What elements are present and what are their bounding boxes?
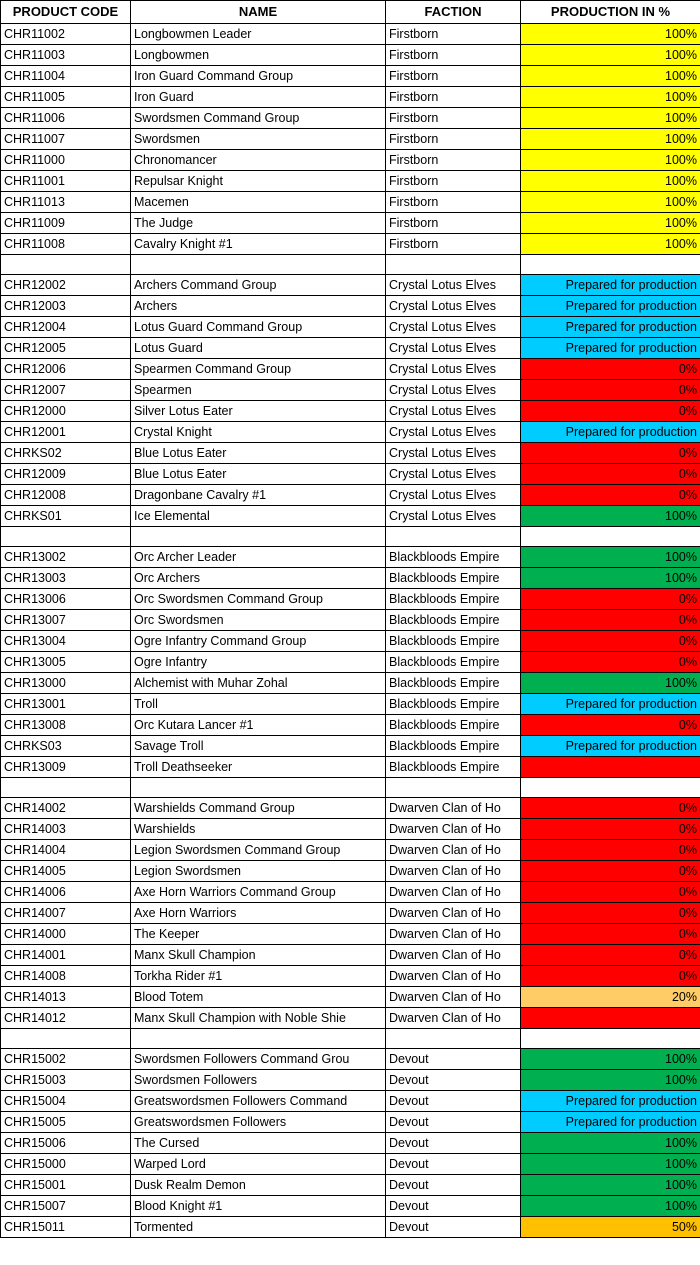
cell-faction[interactable]: Devout — [386, 1196, 521, 1217]
table-row[interactable] — [1, 1175, 700, 1196]
empty-cell — [521, 255, 700, 275]
table-row[interactable] — [1, 150, 700, 171]
table-header-row — [1, 1, 700, 24]
cell-faction[interactable]: Dwarven Clan of Ho — [386, 945, 521, 966]
cell-name[interactable]: Warped Lord — [131, 1154, 386, 1175]
cell-name[interactable]: Manx Skull Champion — [131, 945, 386, 966]
cell-production-status[interactable]: 100% — [521, 1133, 700, 1154]
cell-production-status[interactable]: 0% — [521, 798, 700, 819]
cell-product-code[interactable]: CHR13008 — [1, 715, 131, 736]
empty-cell — [521, 778, 700, 798]
cell-product-code[interactable]: CHR12001 — [1, 422, 131, 443]
table-row[interactable] — [1, 1196, 700, 1217]
cell-name[interactable]: Blood Knight #1 — [131, 1196, 386, 1217]
table-spacer-row — [1, 255, 700, 275]
cell-faction[interactable]: Crystal Lotus Elves — [386, 506, 521, 527]
cell-production-status[interactable]: 100% — [521, 547, 700, 568]
table-row[interactable] — [1, 987, 700, 1008]
table-row[interactable] — [1, 401, 700, 422]
cell-product-code[interactable]: CHRKS03 — [1, 736, 131, 757]
cell-production-status[interactable]: 0% — [521, 966, 700, 987]
cell-name[interactable]: Legion Swordsmen Command Group — [131, 840, 386, 861]
cell-name[interactable]: The Judge — [131, 213, 386, 234]
table-row[interactable] — [1, 192, 700, 213]
cell-faction[interactable]: Firstborn — [386, 24, 521, 45]
cell-production-status[interactable]: 0% — [521, 945, 700, 966]
table-row[interactable] — [1, 819, 700, 840]
cell-faction[interactable]: Devout — [386, 1133, 521, 1154]
cell-faction[interactable]: Firstborn — [386, 45, 521, 66]
cell-product-code[interactable]: CHR13003 — [1, 568, 131, 589]
cell-product-code[interactable]: CHR14000 — [1, 924, 131, 945]
cell-product-code[interactable]: CHR11006 — [1, 108, 131, 129]
table-row[interactable] — [1, 861, 700, 882]
cell-production-status[interactable]: 100% — [521, 1049, 700, 1070]
cell-production-status[interactable]: 100% — [521, 129, 700, 150]
cell-faction[interactable]: Crystal Lotus Elves — [386, 443, 521, 464]
cell-production-status[interactable]: Prepared for production — [521, 275, 700, 296]
cell-production-status[interactable]: 0% — [521, 903, 700, 924]
cell-name[interactable]: Axe Horn Warriors Command Group — [131, 882, 386, 903]
cell-faction[interactable]: Crystal Lotus Elves — [386, 275, 521, 296]
cell-product-code[interactable]: CHR11002 — [1, 24, 131, 45]
cell-name[interactable]: Warshields — [131, 819, 386, 840]
table-row[interactable] — [1, 45, 700, 66]
table-row[interactable] — [1, 757, 700, 778]
cell-name[interactable]: Orc Swordsmen Command Group — [131, 589, 386, 610]
table-row[interactable] — [1, 1154, 700, 1175]
empty-cell — [521, 527, 700, 547]
cell-faction[interactable]: Crystal Lotus Elves — [386, 401, 521, 422]
cell-name[interactable]: Orc Archer Leader — [131, 547, 386, 568]
cell-faction[interactable]: Crystal Lotus Elves — [386, 464, 521, 485]
cell-product-code[interactable]: CHR14005 — [1, 861, 131, 882]
cell-name[interactable]: Ice Elemental — [131, 506, 386, 527]
cell-faction[interactable]: Crystal Lotus Elves — [386, 359, 521, 380]
cell-product-code[interactable]: CHR13007 — [1, 610, 131, 631]
table-row[interactable] — [1, 129, 700, 150]
cell-product-code[interactable]: CHR15006 — [1, 1133, 131, 1154]
cell-product-code[interactable]: CHR13009 — [1, 757, 131, 778]
cell-name[interactable]: Orc Swordsmen — [131, 610, 386, 631]
cell-name[interactable]: Silver Lotus Eater — [131, 401, 386, 422]
cell-production-status[interactable]: Prepared for production — [521, 1112, 700, 1133]
cell-product-code[interactable]: CHR11004 — [1, 66, 131, 87]
cell-faction[interactable]: Dwarven Clan of Ho — [386, 819, 521, 840]
cell-name[interactable]: Ogre Infantry Command Group — [131, 631, 386, 652]
cell-production-status[interactable] — [521, 1008, 700, 1029]
cell-production-status[interactable]: 100% — [521, 1175, 700, 1196]
table-row[interactable] — [1, 945, 700, 966]
cell-faction[interactable]: Blackbloods Empire — [386, 547, 521, 568]
cell-faction[interactable]: Crystal Lotus Elves — [386, 422, 521, 443]
cell-name[interactable]: Savage Troll — [131, 736, 386, 757]
cell-product-code[interactable]: CHR12003 — [1, 296, 131, 317]
table-row[interactable] — [1, 673, 700, 694]
cell-faction[interactable]: Crystal Lotus Elves — [386, 317, 521, 338]
table-row[interactable] — [1, 338, 700, 359]
cell-faction[interactable]: Blackbloods Empire — [386, 757, 521, 778]
cell-production-status[interactable]: 0% — [521, 631, 700, 652]
cell-product-code[interactable]: CHR14006 — [1, 882, 131, 903]
cell-product-code[interactable]: CHR12002 — [1, 275, 131, 296]
table-row[interactable] — [1, 296, 700, 317]
table-row[interactable] — [1, 610, 700, 631]
cell-faction[interactable]: Devout — [386, 1154, 521, 1175]
cell-faction[interactable]: Dwarven Clan of Ho — [386, 882, 521, 903]
cell-production-status[interactable]: 0% — [521, 715, 700, 736]
cell-production-status[interactable]: 0% — [521, 464, 700, 485]
table-row[interactable] — [1, 1049, 700, 1070]
cell-faction[interactable]: Crystal Lotus Elves — [386, 296, 521, 317]
cell-name[interactable]: Crystal Knight — [131, 422, 386, 443]
cell-product-code[interactable]: CHR12006 — [1, 359, 131, 380]
empty-cell — [1, 527, 131, 547]
cell-faction[interactable]: Dwarven Clan of Ho — [386, 861, 521, 882]
table-row[interactable] — [1, 1217, 700, 1238]
cell-name[interactable]: Orc Archers — [131, 568, 386, 589]
table-row[interactable] — [1, 213, 700, 234]
table-row[interactable] — [1, 108, 700, 129]
cell-name[interactable]: Tormented — [131, 1217, 386, 1238]
cell-product-code[interactable]: CHR15007 — [1, 1196, 131, 1217]
cell-production-status[interactable]: 100% — [521, 24, 700, 45]
cell-production-status[interactable]: 0% — [521, 589, 700, 610]
cell-faction[interactable]: Devout — [386, 1175, 521, 1196]
table-row[interactable] — [1, 715, 700, 736]
cell-production-status[interactable]: 0% — [521, 610, 700, 631]
cell-production-status[interactable]: 100% — [521, 506, 700, 527]
table-row[interactable] — [1, 66, 700, 87]
table-row[interactable] — [1, 736, 700, 757]
cell-faction[interactable]: Crystal Lotus Elves — [386, 338, 521, 359]
cell-faction[interactable]: Dwarven Clan of Ho — [386, 798, 521, 819]
cell-name[interactable]: Swordsmen Followers Command Grou — [131, 1049, 386, 1070]
empty-cell — [386, 778, 521, 798]
empty-cell — [131, 1029, 386, 1049]
cell-production-status[interactable]: 100% — [521, 1070, 700, 1091]
cell-production-status[interactable]: 100% — [521, 673, 700, 694]
cell-product-code[interactable]: CHR13000 — [1, 673, 131, 694]
column-header-product-code: PRODUCT CODE — [1, 1, 131, 24]
cell-product-code[interactable]: CHR11008 — [1, 234, 131, 255]
cell-name[interactable]: Torkha Rider #1 — [131, 966, 386, 987]
empty-cell — [131, 527, 386, 547]
cell-product-code[interactable]: CHR14012 — [1, 1008, 131, 1029]
cell-faction[interactable]: Firstborn — [386, 192, 521, 213]
cell-production-status[interactable]: 0% — [521, 359, 700, 380]
empty-cell — [521, 1029, 700, 1049]
cell-faction[interactable]: Dwarven Clan of Ho — [386, 903, 521, 924]
cell-product-code[interactable]: CHR12000 — [1, 401, 131, 422]
table-row[interactable] — [1, 840, 700, 861]
cell-name[interactable]: Macemen — [131, 192, 386, 213]
table-row[interactable] — [1, 798, 700, 819]
cell-faction[interactable]: Blackbloods Empire — [386, 652, 521, 673]
table-row[interactable] — [1, 422, 700, 443]
cell-faction[interactable]: Blackbloods Empire — [386, 736, 521, 757]
table-spacer-row — [1, 527, 700, 547]
cell-faction[interactable]: Firstborn — [386, 87, 521, 108]
cell-name[interactable]: Blue Lotus Eater — [131, 464, 386, 485]
cell-name[interactable]: Manx Skull Champion with Noble Shie — [131, 1008, 386, 1029]
cell-product-code[interactable]: CHR11013 — [1, 192, 131, 213]
empty-cell — [131, 778, 386, 798]
cell-product-code[interactable]: CHR11003 — [1, 45, 131, 66]
cell-name[interactable]: Iron Guard — [131, 87, 386, 108]
cell-faction[interactable]: Firstborn — [386, 150, 521, 171]
cell-name[interactable]: Spearmen Command Group — [131, 359, 386, 380]
cell-production-status[interactable]: 100% — [521, 192, 700, 213]
cell-product-code[interactable]: CHR15000 — [1, 1154, 131, 1175]
cell-product-code[interactable]: CHR12005 — [1, 338, 131, 359]
cell-product-code[interactable]: CHR13001 — [1, 694, 131, 715]
table-row[interactable] — [1, 359, 700, 380]
cell-product-code[interactable]: CHR15002 — [1, 1049, 131, 1070]
cell-production-status[interactable]: 0% — [521, 652, 700, 673]
cell-faction[interactable]: Dwarven Clan of Ho — [386, 840, 521, 861]
cell-product-code[interactable]: CHR13005 — [1, 652, 131, 673]
cell-product-code[interactable]: CHR11005 — [1, 87, 131, 108]
cell-product-code[interactable]: CHR14001 — [1, 945, 131, 966]
table-row[interactable] — [1, 547, 700, 568]
cell-production-status[interactable]: 0% — [521, 401, 700, 422]
cell-product-code[interactable]: CHR12007 — [1, 380, 131, 401]
cell-production-status[interactable]: 100% — [521, 45, 700, 66]
cell-production-status[interactable]: 100% — [521, 568, 700, 589]
cell-name[interactable]: Warshields Command Group — [131, 798, 386, 819]
cell-faction[interactable]: Firstborn — [386, 129, 521, 150]
cell-product-code[interactable]: CHR14007 — [1, 903, 131, 924]
cell-name[interactable]: Repulsar Knight — [131, 171, 386, 192]
cell-production-status[interactable]: 100% — [521, 234, 700, 255]
table-row[interactable] — [1, 506, 700, 527]
cell-production-status[interactable]: 100% — [521, 1154, 700, 1175]
cell-production-status[interactable]: 0% — [521, 485, 700, 506]
cell-production-status[interactable]: 20% — [521, 987, 700, 1008]
cell-faction[interactable]: Crystal Lotus Elves — [386, 380, 521, 401]
table-spacer-row — [1, 778, 700, 798]
cell-faction[interactable]: Blackbloods Empire — [386, 610, 521, 631]
cell-faction[interactable]: Blackbloods Empire — [386, 631, 521, 652]
cell-name[interactable]: Archers Command Group — [131, 275, 386, 296]
cell-product-code[interactable]: CHR11007 — [1, 129, 131, 150]
cell-faction[interactable]: Dwarven Clan of Ho — [386, 1008, 521, 1029]
empty-cell — [386, 527, 521, 547]
cell-name[interactable]: Swordsmen Followers — [131, 1070, 386, 1091]
cell-name[interactable]: Spearmen — [131, 380, 386, 401]
cell-product-code[interactable]: CHR14003 — [1, 819, 131, 840]
column-header-faction: FACTION — [386, 1, 521, 24]
table-row[interactable] — [1, 1070, 700, 1091]
cell-name[interactable]: Troll — [131, 694, 386, 715]
cell-faction[interactable]: Firstborn — [386, 171, 521, 192]
cell-name[interactable]: Swordsmen — [131, 129, 386, 150]
cell-name[interactable]: Legion Swordsmen — [131, 861, 386, 882]
table-row[interactable] — [1, 924, 700, 945]
cell-name[interactable]: Swordsmen Command Group — [131, 108, 386, 129]
cell-production-status[interactable]: Prepared for production — [521, 694, 700, 715]
cell-production-status[interactable]: Prepared for production — [521, 422, 700, 443]
table-row[interactable] — [1, 652, 700, 673]
cell-production-status[interactable]: 0% — [521, 380, 700, 401]
cell-product-code[interactable]: CHR12009 — [1, 464, 131, 485]
cell-faction[interactable]: Devout — [386, 1049, 521, 1070]
cell-product-code[interactable]: CHR15005 — [1, 1112, 131, 1133]
table-row[interactable] — [1, 903, 700, 924]
cell-production-status[interactable]: 100% — [521, 150, 700, 171]
cell-production-status[interactable] — [521, 757, 700, 778]
cell-product-code[interactable]: CHR11009 — [1, 213, 131, 234]
cell-name[interactable]: Ogre Infantry — [131, 652, 386, 673]
cell-name[interactable]: Greatswordsmen Followers — [131, 1112, 386, 1133]
table-row[interactable] — [1, 87, 700, 108]
empty-cell — [386, 255, 521, 275]
cell-product-code[interactable]: CHRKS02 — [1, 443, 131, 464]
cell-faction[interactable]: Crystal Lotus Elves — [386, 485, 521, 506]
table-row[interactable] — [1, 485, 700, 506]
cell-name[interactable]: Iron Guard Command Group — [131, 66, 386, 87]
cell-name[interactable]: Longbowmen Leader — [131, 24, 386, 45]
table-row[interactable] — [1, 464, 700, 485]
empty-cell — [131, 255, 386, 275]
cell-product-code[interactable]: CHR12008 — [1, 485, 131, 506]
table-row[interactable] — [1, 24, 700, 45]
cell-production-status[interactable]: Prepared for production — [521, 338, 700, 359]
cell-production-status[interactable]: 100% — [521, 108, 700, 129]
cell-faction[interactable]: Blackbloods Empire — [386, 715, 521, 736]
cell-production-status[interactable]: 100% — [521, 171, 700, 192]
cell-product-code[interactable]: CHR14008 — [1, 966, 131, 987]
cell-faction[interactable]: Blackbloods Empire — [386, 694, 521, 715]
table-body — [1, 24, 700, 1238]
cell-name[interactable]: Cavalry Knight #1 — [131, 234, 386, 255]
cell-name[interactable]: Dusk Realm Demon — [131, 1175, 386, 1196]
cell-name[interactable]: Lotus Guard — [131, 338, 386, 359]
empty-cell — [1, 778, 131, 798]
cell-name[interactable]: Lotus Guard Command Group — [131, 317, 386, 338]
table-spacer-row — [1, 1029, 700, 1049]
column-header-name: NAME — [131, 1, 386, 24]
table-row[interactable] — [1, 966, 700, 987]
table-row[interactable] — [1, 234, 700, 255]
table-row[interactable] — [1, 568, 700, 589]
cell-product-code[interactable]: CHRKS01 — [1, 506, 131, 527]
table-row[interactable] — [1, 171, 700, 192]
cell-name[interactable]: Dragonbane Cavalry #1 — [131, 485, 386, 506]
cell-product-code[interactable]: CHR13004 — [1, 631, 131, 652]
cell-product-code[interactable]: CHR11000 — [1, 150, 131, 171]
cell-product-code[interactable]: CHR14004 — [1, 840, 131, 861]
cell-production-status[interactable]: Prepared for production — [521, 736, 700, 757]
cell-product-code[interactable]: CHR13002 — [1, 547, 131, 568]
table-row[interactable] — [1, 1091, 700, 1112]
table-row[interactable] — [1, 1133, 700, 1154]
cell-production-status[interactable]: Prepared for production — [521, 1091, 700, 1112]
cell-production-status[interactable]: 100% — [521, 1196, 700, 1217]
cell-faction[interactable]: Dwarven Clan of Ho — [386, 987, 521, 1008]
cell-production-status[interactable]: 50% — [521, 1217, 700, 1238]
cell-name[interactable]: The Cursed — [131, 1133, 386, 1154]
cell-name[interactable]: Blood Totem — [131, 987, 386, 1008]
cell-name[interactable]: Archers — [131, 296, 386, 317]
cell-name[interactable]: Blue Lotus Eater — [131, 443, 386, 464]
table-row[interactable] — [1, 589, 700, 610]
cell-production-status[interactable]: Prepared for production — [521, 296, 700, 317]
cell-name[interactable]: Axe Horn Warriors — [131, 903, 386, 924]
empty-cell — [386, 1029, 521, 1049]
cell-production-status[interactable]: 100% — [521, 66, 700, 87]
cell-faction[interactable]: Devout — [386, 1112, 521, 1133]
cell-name[interactable]: Alchemist with Muhar Zohal — [131, 673, 386, 694]
table-row[interactable] — [1, 275, 700, 296]
cell-faction[interactable]: Blackbloods Empire — [386, 568, 521, 589]
cell-name[interactable]: Chronomancer — [131, 150, 386, 171]
cell-production-status[interactable]: 100% — [521, 87, 700, 108]
cell-faction[interactable]: Firstborn — [386, 213, 521, 234]
table-row[interactable] — [1, 380, 700, 401]
cell-faction[interactable]: Blackbloods Empire — [386, 589, 521, 610]
cell-product-code[interactable]: CHR12004 — [1, 317, 131, 338]
cell-product-code[interactable]: CHR14002 — [1, 798, 131, 819]
cell-faction[interactable]: Devout — [386, 1217, 521, 1238]
cell-production-status[interactable]: 0% — [521, 819, 700, 840]
empty-cell — [1, 255, 131, 275]
table-row[interactable] — [1, 631, 700, 652]
cell-faction[interactable]: Dwarven Clan of Ho — [386, 966, 521, 987]
cell-faction[interactable]: Firstborn — [386, 108, 521, 129]
column-header-production: PRODUCTION IN % — [521, 1, 700, 24]
cell-faction[interactable]: Devout — [386, 1091, 521, 1112]
cell-production-status[interactable]: 0% — [521, 924, 700, 945]
cell-faction[interactable]: Firstborn — [386, 234, 521, 255]
cell-name[interactable]: Orc Kutara Lancer #1 — [131, 715, 386, 736]
cell-faction[interactable]: Blackbloods Empire — [386, 673, 521, 694]
table-row[interactable] — [1, 443, 700, 464]
cell-name[interactable]: Longbowmen — [131, 45, 386, 66]
cell-production-status[interactable]: 0% — [521, 840, 700, 861]
table-row[interactable] — [1, 882, 700, 903]
cell-name[interactable]: Troll Deathseeker — [131, 757, 386, 778]
cell-production-status[interactable]: 0% — [521, 443, 700, 464]
cell-name[interactable]: The Keeper — [131, 924, 386, 945]
empty-cell — [1, 1029, 131, 1049]
cell-product-code[interactable]: CHR15003 — [1, 1070, 131, 1091]
cell-product-code[interactable]: CHR15011 — [1, 1217, 131, 1238]
cell-production-status[interactable]: Prepared for production — [521, 317, 700, 338]
cell-faction[interactable]: Devout — [386, 1070, 521, 1091]
cell-production-status[interactable]: 100% — [521, 213, 700, 234]
table-row[interactable] — [1, 694, 700, 715]
cell-faction[interactable]: Dwarven Clan of Ho — [386, 924, 521, 945]
cell-name[interactable]: Greatswordsmen Followers Command — [131, 1091, 386, 1112]
cell-production-status[interactable]: 0% — [521, 861, 700, 882]
cell-product-code[interactable]: CHR14013 — [1, 987, 131, 1008]
table-row[interactable] — [1, 317, 700, 338]
cell-faction[interactable]: Firstborn — [386, 66, 521, 87]
table-row[interactable] — [1, 1008, 700, 1029]
cell-product-code[interactable]: CHR15004 — [1, 1091, 131, 1112]
cell-product-code[interactable]: CHR15001 — [1, 1175, 131, 1196]
table-row[interactable] — [1, 1112, 700, 1133]
cell-production-status[interactable]: 0% — [521, 882, 700, 903]
cell-product-code[interactable]: CHR11001 — [1, 171, 131, 192]
cell-product-code[interactable]: CHR13006 — [1, 589, 131, 610]
